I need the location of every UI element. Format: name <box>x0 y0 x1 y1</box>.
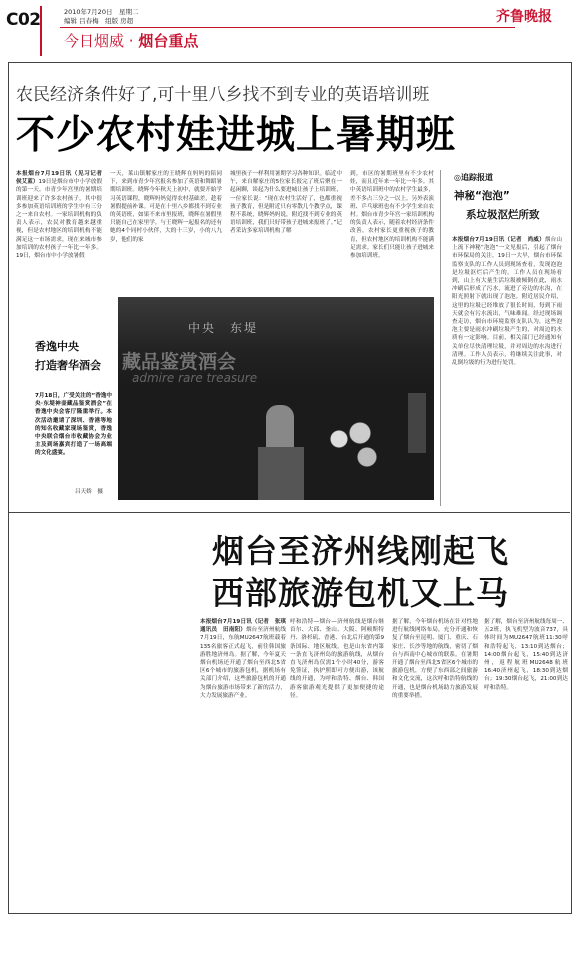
tracking-lead-label: 本报烟台7月19日讯（记者 尚威） <box>452 237 545 243</box>
story1-column-1 <box>16 170 108 297</box>
photo-speaker <box>266 405 294 449</box>
photo-podium <box>258 447 304 500</box>
story2-column-1 <box>200 618 292 788</box>
story2-lead-label: 本报烟台7月19日讯（记者 张琪 通讯员 田南阳） <box>200 619 292 634</box>
story1-headline[interactable]: 不少农村娃进城上暑期班 <box>16 113 457 158</box>
editor-line: 编辑 吕春梅 组版 房超 <box>64 17 134 25</box>
sidebar-title-1: 香逸中央 <box>35 340 79 353</box>
sidebar-caption: 7月18日，广受关注的“香逸中央·东堤神壶藏品鉴赏酒会”在香逸中央会客厅隆重举行。本次活动邀请了深圳、香港等地的知名收藏家现场鉴赏，香逸中央联合烟台市收藏协会为业主及到场嘉宾打造了一场高端的文化盛宴。 <box>35 393 112 457</box>
story1-lead-label: 本报烟台7月19日讯（见习记者 侯艾蓝） <box>16 171 108 186</box>
section-rule <box>8 512 570 513</box>
photo-banner-main-text: 藏品鉴赏酒会 <box>122 351 237 373</box>
story2-col1-text: 烟台至济州航线7月19日，东航MU2647航班载着135名旅客正式起飞，前往韩国旅游胜地济州岛。据了解，今年夏天烟台机场还开通了烟台至西北5省区6个城市的旅游包机，据机场有关部门介绍，这些旅游包机的开通为烟台旅游市场带来了新的活力，大力发展旅游产业。 <box>200 627 286 699</box>
section-title-bold: 烟台重点 <box>138 32 199 50</box>
event-photo <box>118 297 434 500</box>
date-line: 2010年7月20日 星期二 <box>64 8 139 16</box>
story1-column-3: 城里孩子一样利用暑期学习各种知识。临近中午，来自解家庄的5位家长报完了班后聚在一起闲聊，谈起为什么要进城让孩子上培训班，一位家长说：“现在农村生活好了，也都重视孩子教育，但是附近只有零散几个教学点，课程不系统，晓辉妈妈说，附近找不到专业的英语培训班，我们只好带孩子进城来报班了。”记者采访多家培训机构了解 <box>230 171 342 235</box>
header-rule <box>60 27 515 28</box>
photo-flowers <box>318 415 388 475</box>
story1-kicker: 农民经济条件好了,可十里八乡找不到专业的英语培训班 <box>16 85 430 105</box>
story2-column-3: 据了解，今年烟台机场在针对性地进行航线网络布局，充分开通和恢复了烟台至昆明、厦门、重庆、石家庄、长沙等地的航线，密切了烟台与西南中心城市的联系。在暑期开通了烟台至西北5省区6个城市的旅游包机，方便了东西部之间旅游和文化交流，这次呼和浩特航线的开通，也是烟台机场助力旅游发展的重要举措。 <box>392 619 478 699</box>
story2-headline-2[interactable]: 西部旅游包机又上马 <box>212 574 510 612</box>
tracking-body <box>452 236 562 504</box>
tracking-headline-2[interactable]: 系垃圾沤烂所致 <box>466 209 540 221</box>
masthead-logo: 齐鲁晚报 <box>496 9 552 25</box>
photo-byline: 吕天娇 摄 <box>75 489 103 495</box>
story2-column-4: 据了解，烟台至济州航线每周一、五2班，执飞机型为波音737，具体时间为MU2647航班11:30呼和浩特起飞，13:10到达烟台；14:00烟台起飞，15:40到达济州，返程航班MU2648航班16:40济州起飞，18:30到达烟台；19:30烟台起飞，21:00到达呼和浩特。 <box>484 619 568 691</box>
tracking-body-text: 烟台山上流下神秘“泡泡”一文见报后，引起了烟台市环保局的关注。19日一大早，烟台市环保监察支队的工作人员到现场查看，发现泡泡是垃圾沤烂后产生的。工作人员在现场看到，山上有大量生活垃圾被倾倒在此，雨水冲刷后形成了污水，流进了旁边的水沟，在阳光照射下就出现了泡泡。附近居民介绍，这里的垃圾已经堆放了很长时间，每到下雨天就会有污水流出，气味难闻。经过现场调查走访，烟台市环境监察支队认为，这些泡泡主要是雨水冲刷垃圾产生的，对周边的水质有一定影响。目前，相关部门已经通知有关单位尽快清理垃圾，并对周边的水沟进行清理。工作人员表示，将继续关注此事，对乱倒垃圾的行为进行处罚。 <box>452 237 562 367</box>
section-title <box>64 30 198 51</box>
story2-column-2: 呼和浩特—烟台—济州航线是烟台继首尔、大邱、釜山、大阪、阿顿斯特丹、洛杉矶、香港、台北后开通的第9条国际、地区航线，也是山东省内第一条直飞济州岛的旅游航线，从烟台直飞济州岛仅需1个小时40分，游客免签证，执护照即可方便出游，该航线的开通，为呼和浩特、烟台、韩国游客旅游观光提供了更加便捷的途径。 <box>290 619 384 699</box>
photo-banner-top-text: 中央 东堤 <box>188 321 259 335</box>
story2-headline-1[interactable]: 烟台至济州线刚起飞 <box>212 532 510 570</box>
tracking-headline-1[interactable]: 神秘“泡泡” <box>454 190 510 202</box>
header-divider <box>40 6 50 56</box>
section-title-plain: 今日烟威 · <box>64 32 139 50</box>
photo-lamp <box>408 393 426 453</box>
story1-column-2: 一天，莱山镇解家庄的王晓辉在妈妈的陪同下，来到市青少年宫报名参加了英语和舞蹈暑期培训班。晓辉今年秋天上初中，就要开始学习英语课程，晓辉妈妈觉得农村基础差，趁着暑假提前补课。可是在十里八乡都找不到专业的英语班，如果不来市里报班，晓辉在暑假里只能自己在家里学。与王晓辉一起报名的还有她的4个同村小伙伴，大的十三岁，小的八九岁，他们的家 <box>110 171 222 243</box>
story1-column-4: 到，市区的暑期班里有不少农村娃，而且近年来一年比一年多。其中英语培训班中的农村学生最多，差不多占三分之一以上。另外表演班、乒乓球班也有不少学生来自农村。烟台市青少年宫一家培训机构的负责人表示，随着农村经济条件改善，农村家长更重视孩子的教育，但农村地区的培训机构不能满足需求。家长们只能让孩子进城来参加培训班。 <box>350 171 434 260</box>
photo-banner-english-text: admire rare treasure <box>132 371 258 385</box>
sidebar-title-2: 打造奢华酒会 <box>35 359 101 372</box>
page-number: C02 <box>6 10 41 30</box>
tracking-label: ◎追踪报道 <box>454 173 493 182</box>
story1-col1-text: 19日是烟台市中小学放假的第一天。市青少年宫里的暑期培训班迎来了许多农村孩子，其中很多参加英语培训班的学生中有三分之一来自农村。一家培训机构的负责人表示，农民对教育越来越重视，但是农村地区的培训机构不能满足这一市场需求，现在来城市参加培训的农村孩子一年比一年多。19日，烟台市中小学放暑假 <box>16 179 102 260</box>
column-divider <box>440 170 441 506</box>
